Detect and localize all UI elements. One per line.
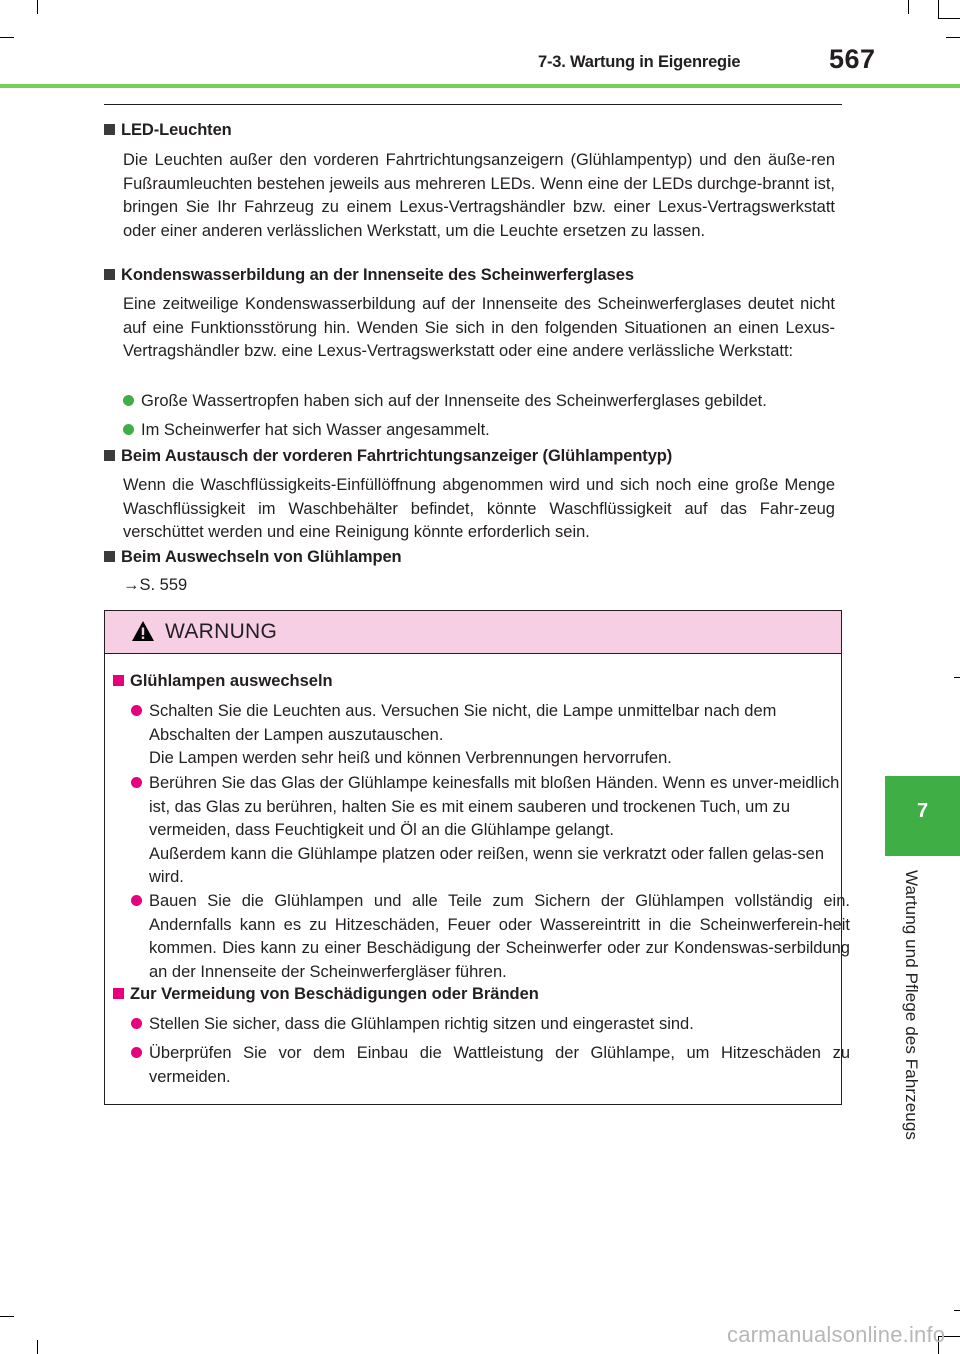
crop-mark (938, 0, 939, 18)
section-heading-text: Beim Austausch der vorderen Fahrtrichtungsanzeiger (Glühlampentyp) (121, 447, 673, 465)
crop-mark (908, 0, 909, 14)
warning-item (131, 890, 850, 984)
crop-mark (946, 37, 960, 38)
chapter-title: Wartung und Pflege des Fahrzeugs (902, 870, 921, 1141)
bullet-dot-icon (131, 1047, 142, 1058)
bullet-dot-icon (131, 1018, 142, 1029)
section-heading-text: Beim Auswechseln von Glühlampen (121, 548, 402, 566)
warning-line: Berühren Sie das Glas der Glühlampe keinesfalls mit bloßen Händen. Wenn es unver-meidlich ist, das Glas zu berühren, halten Sie es mit einem sauberen und trockenen Tuch, um zu vermeiden, dass Feuchtigkeit und Öl an die Glühlampe gelangt. (149, 774, 840, 839)
warning-item (131, 1013, 850, 1037)
warning-item (131, 1042, 850, 1089)
warning-heading (113, 985, 539, 1004)
page-number: 567 (829, 44, 876, 74)
content-divider (104, 104, 842, 105)
crop-mark (954, 677, 960, 678)
bullet-dot-icon (131, 705, 142, 716)
crop-mark (938, 18, 960, 19)
bullet-dot-icon (131, 777, 142, 788)
square-bullet-icon (104, 269, 115, 280)
crop-mark (37, 0, 38, 14)
list-item (123, 418, 835, 442)
chapter-number: 7 (916, 800, 929, 822)
square-bullet-icon (113, 988, 124, 999)
crop-mark (954, 1310, 960, 1311)
section-text: Die Leuchten außer den vorderen Fahrtrichtungsanzeigern (Glühlampentyp) und den äuße-ren Fußraumleuchten bestehen jeweils aus mehreren LEDs. Wenn eine der LEDs durchge-brannt ist, bringen Sie Ihr Fahrzeug zu einem Lexus-Vertragshändler bzw. einer Lexus-Vertragswerkstatt oder einer anderen verlässlichen Werkstatt, um die Leuchte ersetzen zu lassen. (123, 151, 835, 241)
section-text: Wenn die Waschflüssigkeits-Einfüllöffnung abgenommen wird und sich noch eine große Menge Waschflüssigkeit im Waschbehälter befindet, könnte Waschflüssigkeit auf das Fahr-zeug verschüttet werden und eine Reinigung könnte erforderlich sein. (123, 476, 835, 542)
warning-heading (113, 672, 333, 691)
square-bullet-icon (104, 124, 115, 135)
warning-line: Die Lampen werden sehr heiß und können Verbrennungen hervorrufen. (149, 749, 672, 767)
bullet-dot-icon (131, 895, 142, 906)
bullet-dot-icon (123, 424, 134, 435)
crop-mark (0, 1316, 14, 1317)
crop-mark (0, 37, 14, 38)
section-heading-text: LED-Leuchten (121, 121, 232, 139)
square-bullet-icon (113, 675, 124, 686)
square-bullet-icon (104, 450, 115, 461)
warning-heading-text: Zur Vermeidung von Beschädigungen oder Bränden (130, 985, 539, 1003)
square-bullet-icon (104, 551, 115, 562)
warning-line: Bauen Sie die Glühlampen und alle Teile zum Sichern der Glühlampen vollständig ein. Andernfalls kann es zu Hitzeschäden, Feuer oder Wassereintritt in die Scheinwerferein-heit kommen. Dies kann zu einer Beschädigung der Scheinwerfer oder zur Kondenswas-serbildung an der Innenseite der Scheinwerfergläser führen. (149, 892, 850, 981)
section-heading (104, 447, 672, 466)
chapter-tab (885, 776, 960, 856)
section-heading-text: Kondenswasserbildung an der Innenseite des Scheinwerferglases (121, 266, 634, 284)
warning-header (105, 611, 841, 654)
warning-line: Überprüfen Sie vor dem Einbau die Wattleistung der Glühlampe, um Hitzeschäden zu vermeiden. (149, 1044, 850, 1086)
warning-title: WARNUNG (165, 620, 278, 643)
section-heading (104, 121, 232, 140)
list-item-text: Im Scheinwerfer hat sich Wasser angesammelt. (141, 421, 490, 439)
section-heading (104, 548, 402, 567)
list-item (123, 389, 835, 413)
warning-box (104, 610, 850, 1105)
warning-item (131, 700, 850, 771)
watermark: carmanualsonline.info (727, 1322, 946, 1347)
warning-heading-text: Glühlampen auswechseln (130, 672, 333, 690)
page-reference: →S. 559 (123, 576, 188, 594)
section-text: Eine zeitweilige Kondenswasserbildung auf der Innenseite des Scheinwerferglases deutet nicht auf eine Funktionsstörung hin. Wenden Sie sich in den folgenden Situationen an einen Lexus-Vertragshändler bzw. eine Lexus-Vertragswerkstatt oder eine andere verlässliche Werkstatt: (123, 295, 835, 361)
section-header-title: 7-3. Wartung in Eigenregie (538, 53, 741, 71)
warning-item (131, 772, 850, 890)
header-rule (0, 84, 960, 88)
list-item-text: Große Wassertropfen haben sich auf der Innenseite des Scheinwerferglases gebildet. (141, 392, 767, 410)
crop-mark (37, 1340, 38, 1354)
warning-line: Außerdem kann die Glühlampe platzen oder reißen, wenn sie verkratzt oder fallen gelas-sen wird. (149, 844, 825, 886)
warning-triangle-icon (131, 620, 155, 642)
warning-line: Stellen Sie sicher, dass die Glühlampen richtig sitzen und eingerastet sind. (149, 1015, 694, 1033)
warning-line: Schalten Sie die Leuchten aus. Versuchen Sie nicht, die Lampe unmittelbar nach dem Abschalten der Lampen auszutauschen. (149, 702, 777, 744)
section-heading (104, 266, 634, 285)
bullet-dot-icon (123, 395, 134, 406)
